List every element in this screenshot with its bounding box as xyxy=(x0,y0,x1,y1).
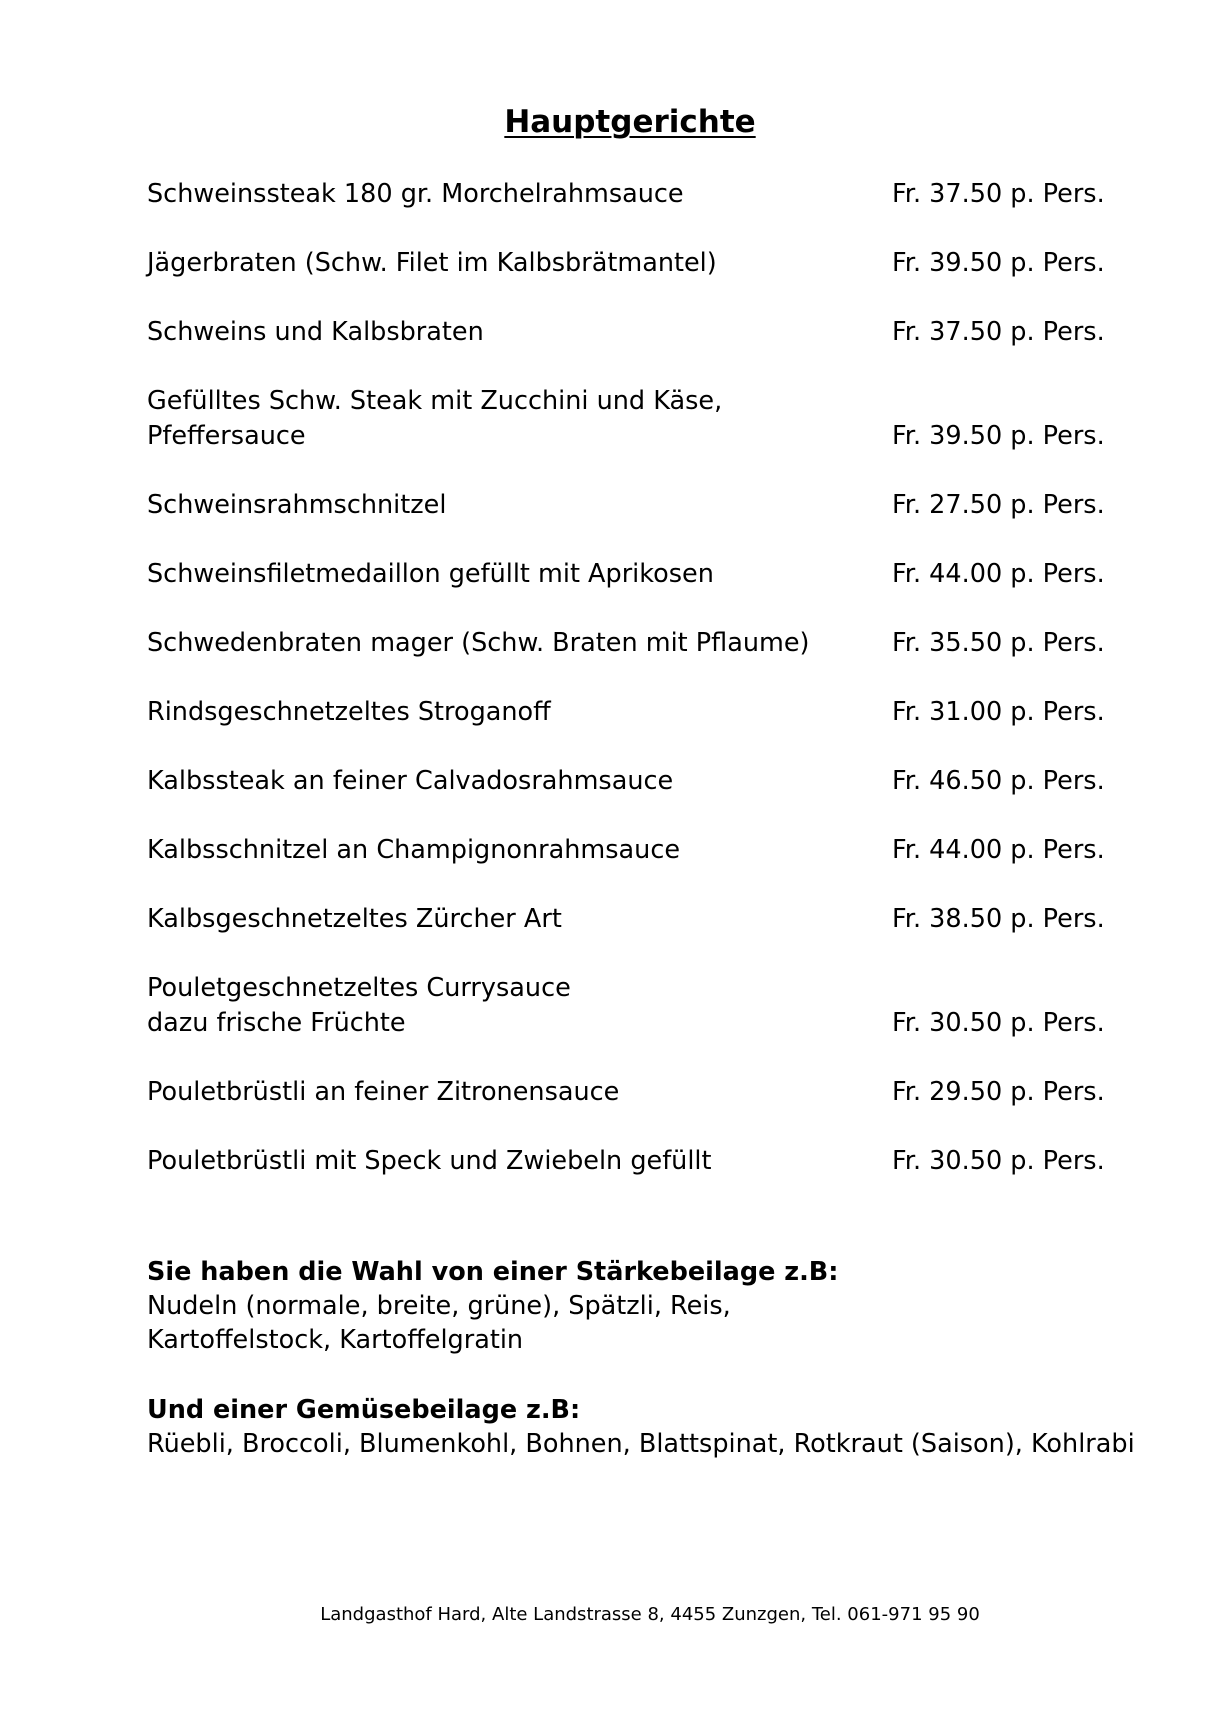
dish-name: Rindsgeschnetzeltes Stroganoff xyxy=(147,697,551,727)
dish-name: Kalbssteak an feiner Calvadosrahmsauce xyxy=(147,766,674,796)
dish-price: Fr. 44.00 p. Pers. xyxy=(892,559,1105,589)
dish-name: Kalbsschnitzel an Champignonrahmsauce xyxy=(147,835,681,865)
menu-item xyxy=(147,833,1107,868)
menu-item xyxy=(147,246,1107,281)
menu-item xyxy=(147,384,1107,454)
dish-price: Fr. 46.50 p. Pers. xyxy=(892,766,1105,796)
dish-price: Fr. 30.50 p. Pers. xyxy=(892,1146,1105,1176)
dish-name: Pouletbrüstli mit Speck und Zwiebeln gefüllt xyxy=(147,1146,712,1176)
dish-name: Schweinssteak 180 gr. Morchelrahmsauce xyxy=(147,179,684,209)
footer-address: Landgasthof Hard, Alte Landstrasse 8, 4455 Zunzgen, Tel. 061-971 95 90 xyxy=(320,1604,980,1625)
dish-price: Fr. 44.00 p. Pers. xyxy=(892,835,1105,865)
page-title: Hauptgerichte xyxy=(504,104,756,140)
menu-item xyxy=(147,315,1107,350)
dish-name: Schwedenbraten mager (Schw. Braten mit Pflaume) xyxy=(147,628,810,658)
vegetable-options: Rüebli, Broccoli, Blumenkohl, Bohnen, Blattspinat, Rotkraut (Saison), Kohlrabi xyxy=(147,1429,1135,1459)
menu-item xyxy=(147,902,1107,937)
menu-item xyxy=(147,1075,1107,1110)
dish-name: Schweins und Kalbsbraten xyxy=(147,317,484,347)
dish-price: Fr. 31.00 p. Pers. xyxy=(892,697,1105,727)
starch-heading: Sie haben die Wahl von einer Stärkebeilage z.B: xyxy=(147,1257,839,1287)
menu-item xyxy=(147,695,1107,730)
dish-price: Fr. 30.50 p. Pers. xyxy=(892,1008,1105,1038)
dish-price: Fr. 27.50 p. Pers. xyxy=(892,490,1105,520)
dish-price: Fr. 38.50 p. Pers. xyxy=(892,904,1105,934)
dish-name: Pouletgeschnetzeltes Currysauce dazu frische Früchte xyxy=(147,973,571,1038)
dish-name: Schweinsrahmschnitzel xyxy=(147,490,447,520)
starch-options: Nudeln (normale, breite, grüne), Spätzli, Reis, Kartoffelstock, Kartoffelgratin xyxy=(147,1291,731,1355)
menu-item xyxy=(147,1144,1107,1179)
menu-item xyxy=(147,971,1107,1041)
dish-name: Pouletbrüstli an feiner Zitronensauce xyxy=(147,1077,620,1107)
menu-item xyxy=(147,488,1107,523)
dish-price: Fr. 39.50 p. Pers. xyxy=(892,421,1105,451)
menu-item xyxy=(147,177,1107,212)
dish-price: Fr. 37.50 p. Pers. xyxy=(892,179,1105,209)
dish-price: Fr. 29.50 p. Pers. xyxy=(892,1077,1105,1107)
dish-price: Fr. 39.50 p. Pers. xyxy=(892,248,1105,278)
menu-item xyxy=(147,764,1107,799)
menu-list xyxy=(147,177,1107,1213)
menu-item xyxy=(147,557,1107,592)
dish-name: Jägerbraten (Schw. Filet im Kalbsbrätmantel) xyxy=(147,248,717,278)
dish-name: Kalbsgeschnetzeltes Zürcher Art xyxy=(147,904,562,934)
dish-price: Fr. 37.50 p. Pers. xyxy=(892,317,1105,347)
dish-price: Fr. 35.50 p. Pers. xyxy=(892,628,1105,658)
dish-name: Schweinsfiletmedaillon gefüllt mit Aprikosen xyxy=(147,559,714,589)
vegetable-heading: Und einer Gemüsebeilage z.B: xyxy=(147,1395,581,1425)
menu-item xyxy=(147,626,1107,661)
dish-name: Gefülltes Schw. Steak mit Zucchini und Käse, Pfeffersauce xyxy=(147,386,723,451)
